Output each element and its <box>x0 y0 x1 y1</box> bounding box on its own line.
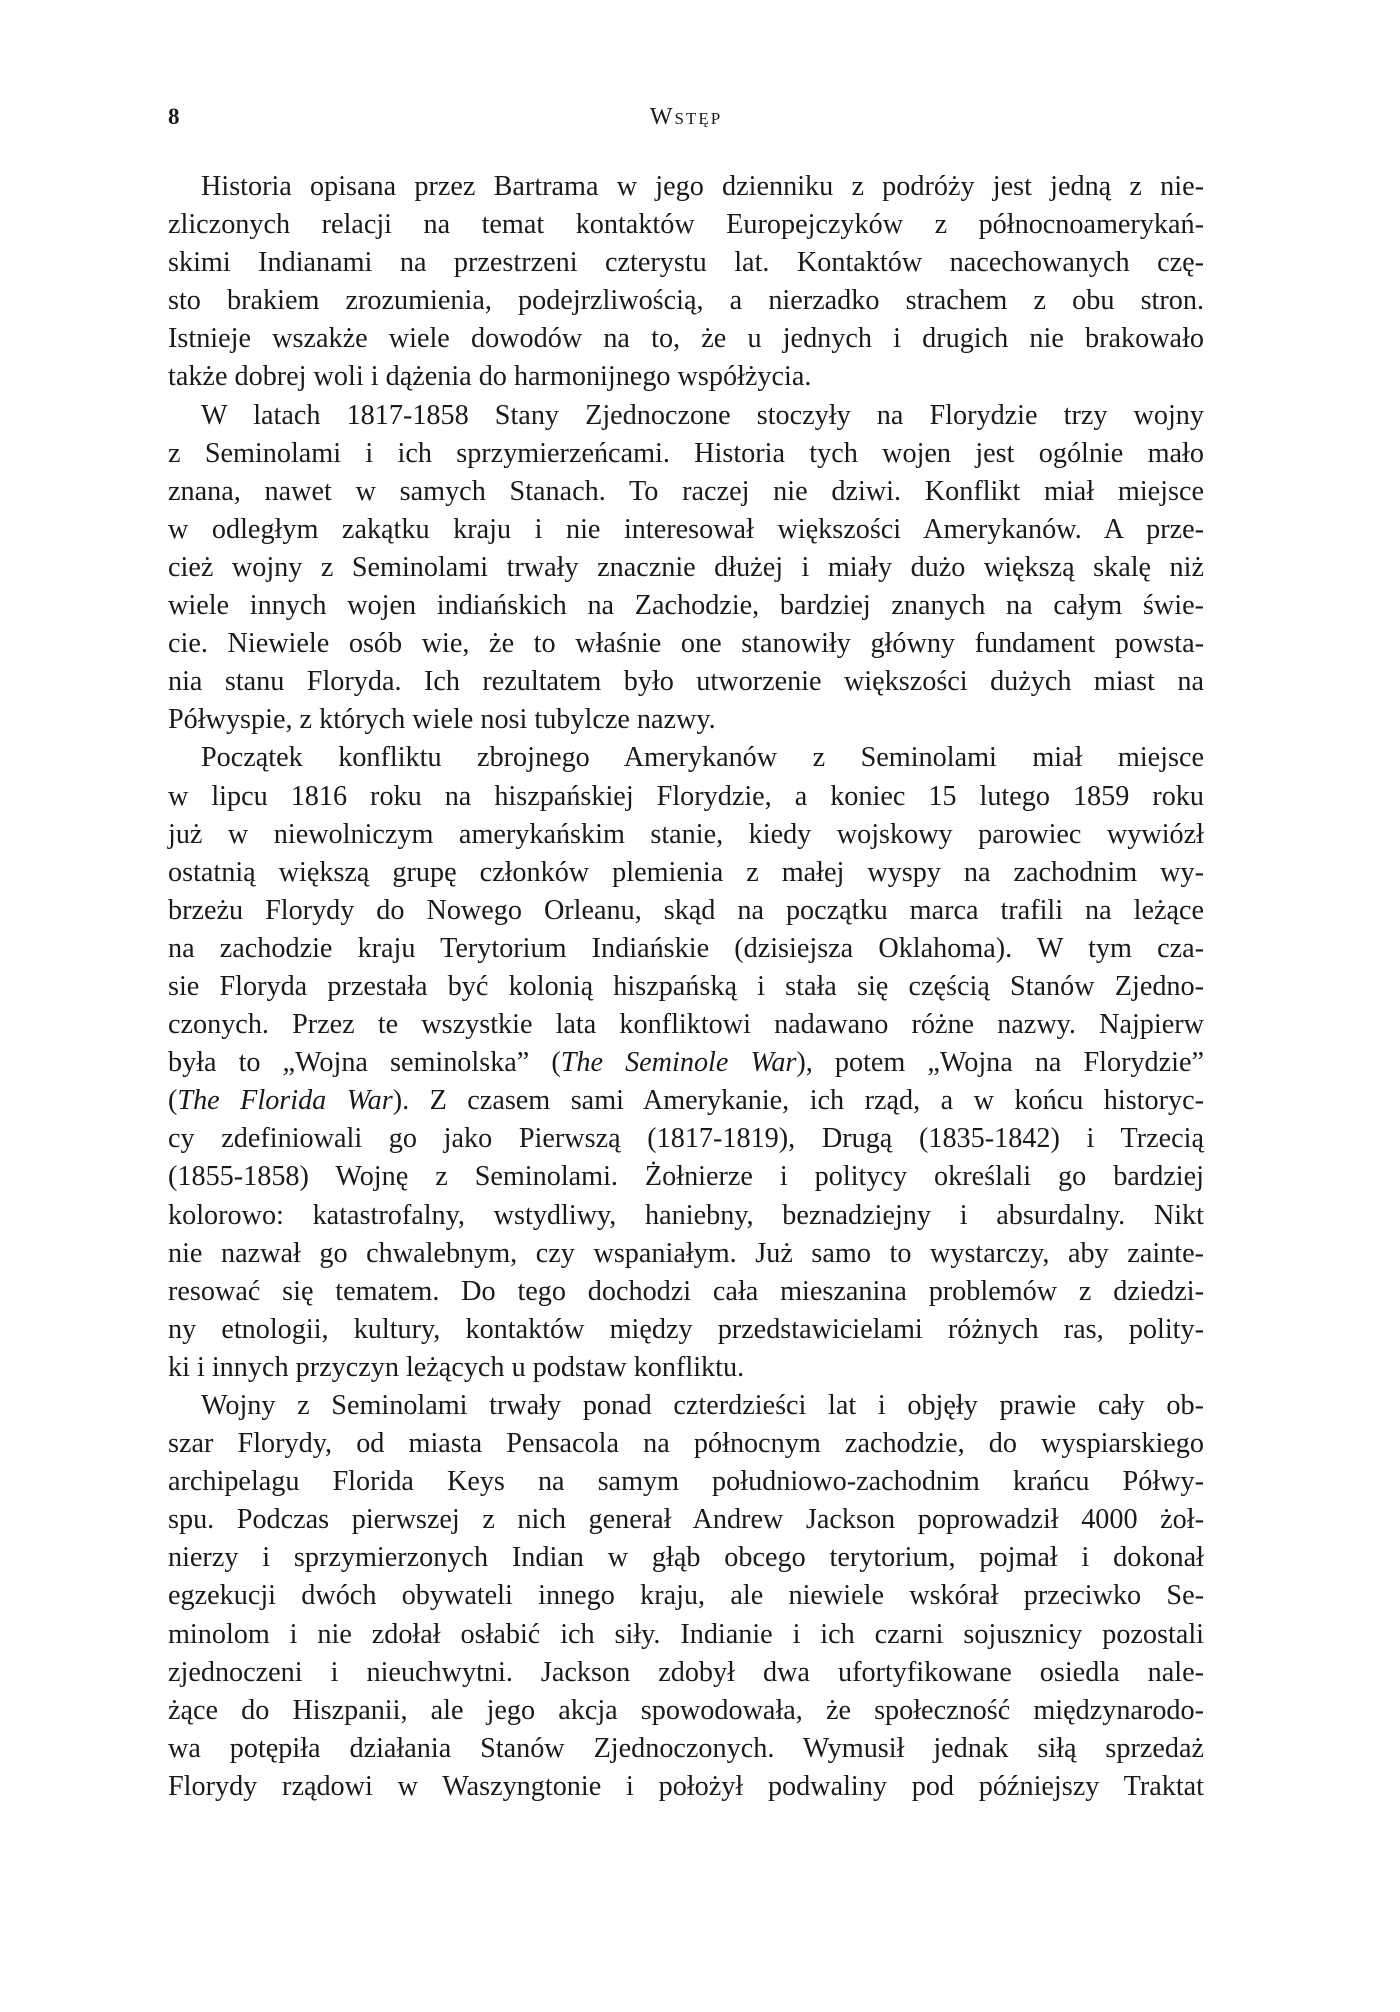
text-line: nia stanu Floryda. Ich rezultatem było utworzenie większości dużych miast na <box>168 666 1204 698</box>
text-line: brzeżu Florydy do Nowego Orleanu, skąd na początku marca trafili na leżące <box>168 894 1204 926</box>
text-line: Początek konfliktu zbrojnego Amerykanów z Seminolami miał miejsce <box>201 742 1204 774</box>
text-line: ny etnologii, kultury, kontaktów między przedstawicielami różnych ras, polity- <box>168 1313 1204 1345</box>
paragraph-1 <box>168 168 1204 397</box>
text-line: była to „Wojna seminolska” (The Seminole War), potem „Wojna na Florydzie” <box>168 1047 1205 1079</box>
text-line: nierzy i sprzymierzonych Indian w głąb obcego terytorium, pojmał i dokonał <box>168 1542 1204 1574</box>
text-line: (1855-1858) Wojnę z Seminolami. Żołnierze i politycy określali go bardziej <box>168 1161 1204 1193</box>
paragraph-4 <box>168 1387 1204 1806</box>
text-line: Półwyspie, z których wiele nosi tubylcze nazwy. <box>168 704 716 736</box>
paragraph-3 <box>168 739 1204 1387</box>
text-line: znana, nawet w samych Stanach. To raczej nie dziwi. Konflikt miał miejsce <box>168 475 1204 507</box>
page-header <box>168 104 1204 136</box>
text-line: spu. Podczas pierwszej z nich generał Andrew Jackson poprowadził 4000 żoł- <box>168 1504 1204 1536</box>
text-line: (The Florida War). Z czasem sami Amerykanie, ich rząd, a w końcu historyc- <box>168 1085 1204 1117</box>
text-line: W latach 1817-1858 Stany Zjednoczone stoczyły na Florydzie trzy wojny <box>201 399 1204 431</box>
text-line: cież wojny z Seminolami trwały znacznie dłużej i miały dużo większą skalę niż <box>168 551 1204 583</box>
text-line: wa potępiła działania Stanów Zjednoczonych. Wymusił jednak siłą sprzedaż <box>168 1732 1204 1764</box>
paragraph-2 <box>168 397 1204 740</box>
italic-title: The Seminole War <box>560 1047 797 1079</box>
text-line: nie nazwał go chwalebnym, czy wspaniałym. Już samo to wystarczy, aby zainte- <box>168 1237 1204 1269</box>
text-line: czonych. Przez te wszystkie lata konfliktowi nadawano różne nazwy. Najpierw <box>168 1009 1204 1041</box>
text-line: Historia opisana przez Bartrama w jego dzienniku z podróży jest jedną z nie- <box>201 171 1204 202</box>
text-line: archipelagu Florida Keys na samym południowo-zachodnim krańcu Półwy- <box>168 1466 1204 1498</box>
body-text <box>168 168 1204 1806</box>
page-number: 8 <box>168 104 180 129</box>
text-line: cy zdefiniowali go jako Pierwszą (1817-1819), Drugą (1835-1842) i Trzecią <box>168 1123 1204 1155</box>
text-line: ostatnią większą grupę członków plemienia z małej wyspy na zachodnim wy- <box>168 856 1204 888</box>
text-line: żące do Hiszpanii, ale jego akcja spowodowała, że społeczność międzynarodo- <box>168 1694 1204 1726</box>
text-line: cie. Niewiele osób wie, że to właśnie one stanowiły główny fundament powsta- <box>168 628 1204 660</box>
text-line: także dobrej woli i dążenia do harmonijnego współżycia. <box>168 361 812 393</box>
text-line: wiele innych wojen indiańskich na Zachodzie, bardziej znanych na całym świe- <box>168 590 1204 622</box>
text-line: minolom i nie zdołał osłabić ich siły. Indianie i ich czarni sojusznicy pozostali <box>168 1618 1204 1650</box>
text-line: sie Floryda przestała być kolonią hiszpańską i stała się częścią Stanów Zjedno- <box>168 970 1204 1002</box>
text-line: egzekucji dwóch obywateli innego kraju, ale niewiele wskórał przeciwko Se- <box>168 1580 1204 1612</box>
text-line: kolorowo: katastrofalny, wstydliwy, haniebny, beznadziejny i absurdalny. Nikt <box>168 1199 1204 1231</box>
text-line: resować się tematem. Do tego dochodzi cała mieszanina problemów z dziedzi- <box>168 1275 1204 1307</box>
text-line: sto brakiem zrozumienia, podejrzliwością, a nierzadko strachem z obu stron. <box>168 285 1204 317</box>
text-line: w odległym zakątku kraju i nie interesował większości Amerykanów. A prze- <box>168 513 1204 545</box>
text-line: Wojny z Seminolami trwały ponad czterdzieści lat i objęły prawie cały ob- <box>201 1390 1204 1421</box>
text-line: zliczonych relacji na temat kontaktów Europejczyków z północnoamerykań- <box>168 209 1204 241</box>
text-line: Istnieje wszakże wiele dowodów na to, że u jednych i drugich nie brakowało <box>168 323 1204 355</box>
text-line: w lipcu 1816 roku na hiszpańskiej Florydzie, a koniec 15 lutego 1859 roku <box>168 780 1204 812</box>
text-line: zjednoczeni i nieuchwytni. Jackson zdobył dwa ufortyfikowane osiedla nale- <box>168 1656 1204 1688</box>
text-line: na zachodzie kraju Terytorium Indiańskie (dzisiejsza Oklahoma). W tym cza- <box>168 932 1204 964</box>
running-head: Wstęp <box>649 104 723 130</box>
text-line: Florydy rządowi w Waszyngtonie i położył podwaliny pod późniejszy Traktat <box>168 1770 1204 1802</box>
text-line: już w niewolniczym amerykańskim stanie, kiedy wojskowy parowiec wywiózł <box>168 818 1204 850</box>
text-line: z Seminolami i ich sprzymierzeńcami. Historia tych wojen jest ogólnie mało <box>168 437 1204 469</box>
italic-title: The Florida War <box>177 1085 393 1117</box>
text-line: ki i innych przyczyn leżących u podstaw konfliktu. <box>168 1351 745 1383</box>
text-line: szar Florydy, od miasta Pensacola na północnym zachodzie, do wyspiarskiego <box>168 1428 1204 1460</box>
text-line: skimi Indianami na przestrzeni czterystu lat. Kontaktów nacechowanych czę- <box>168 247 1204 279</box>
